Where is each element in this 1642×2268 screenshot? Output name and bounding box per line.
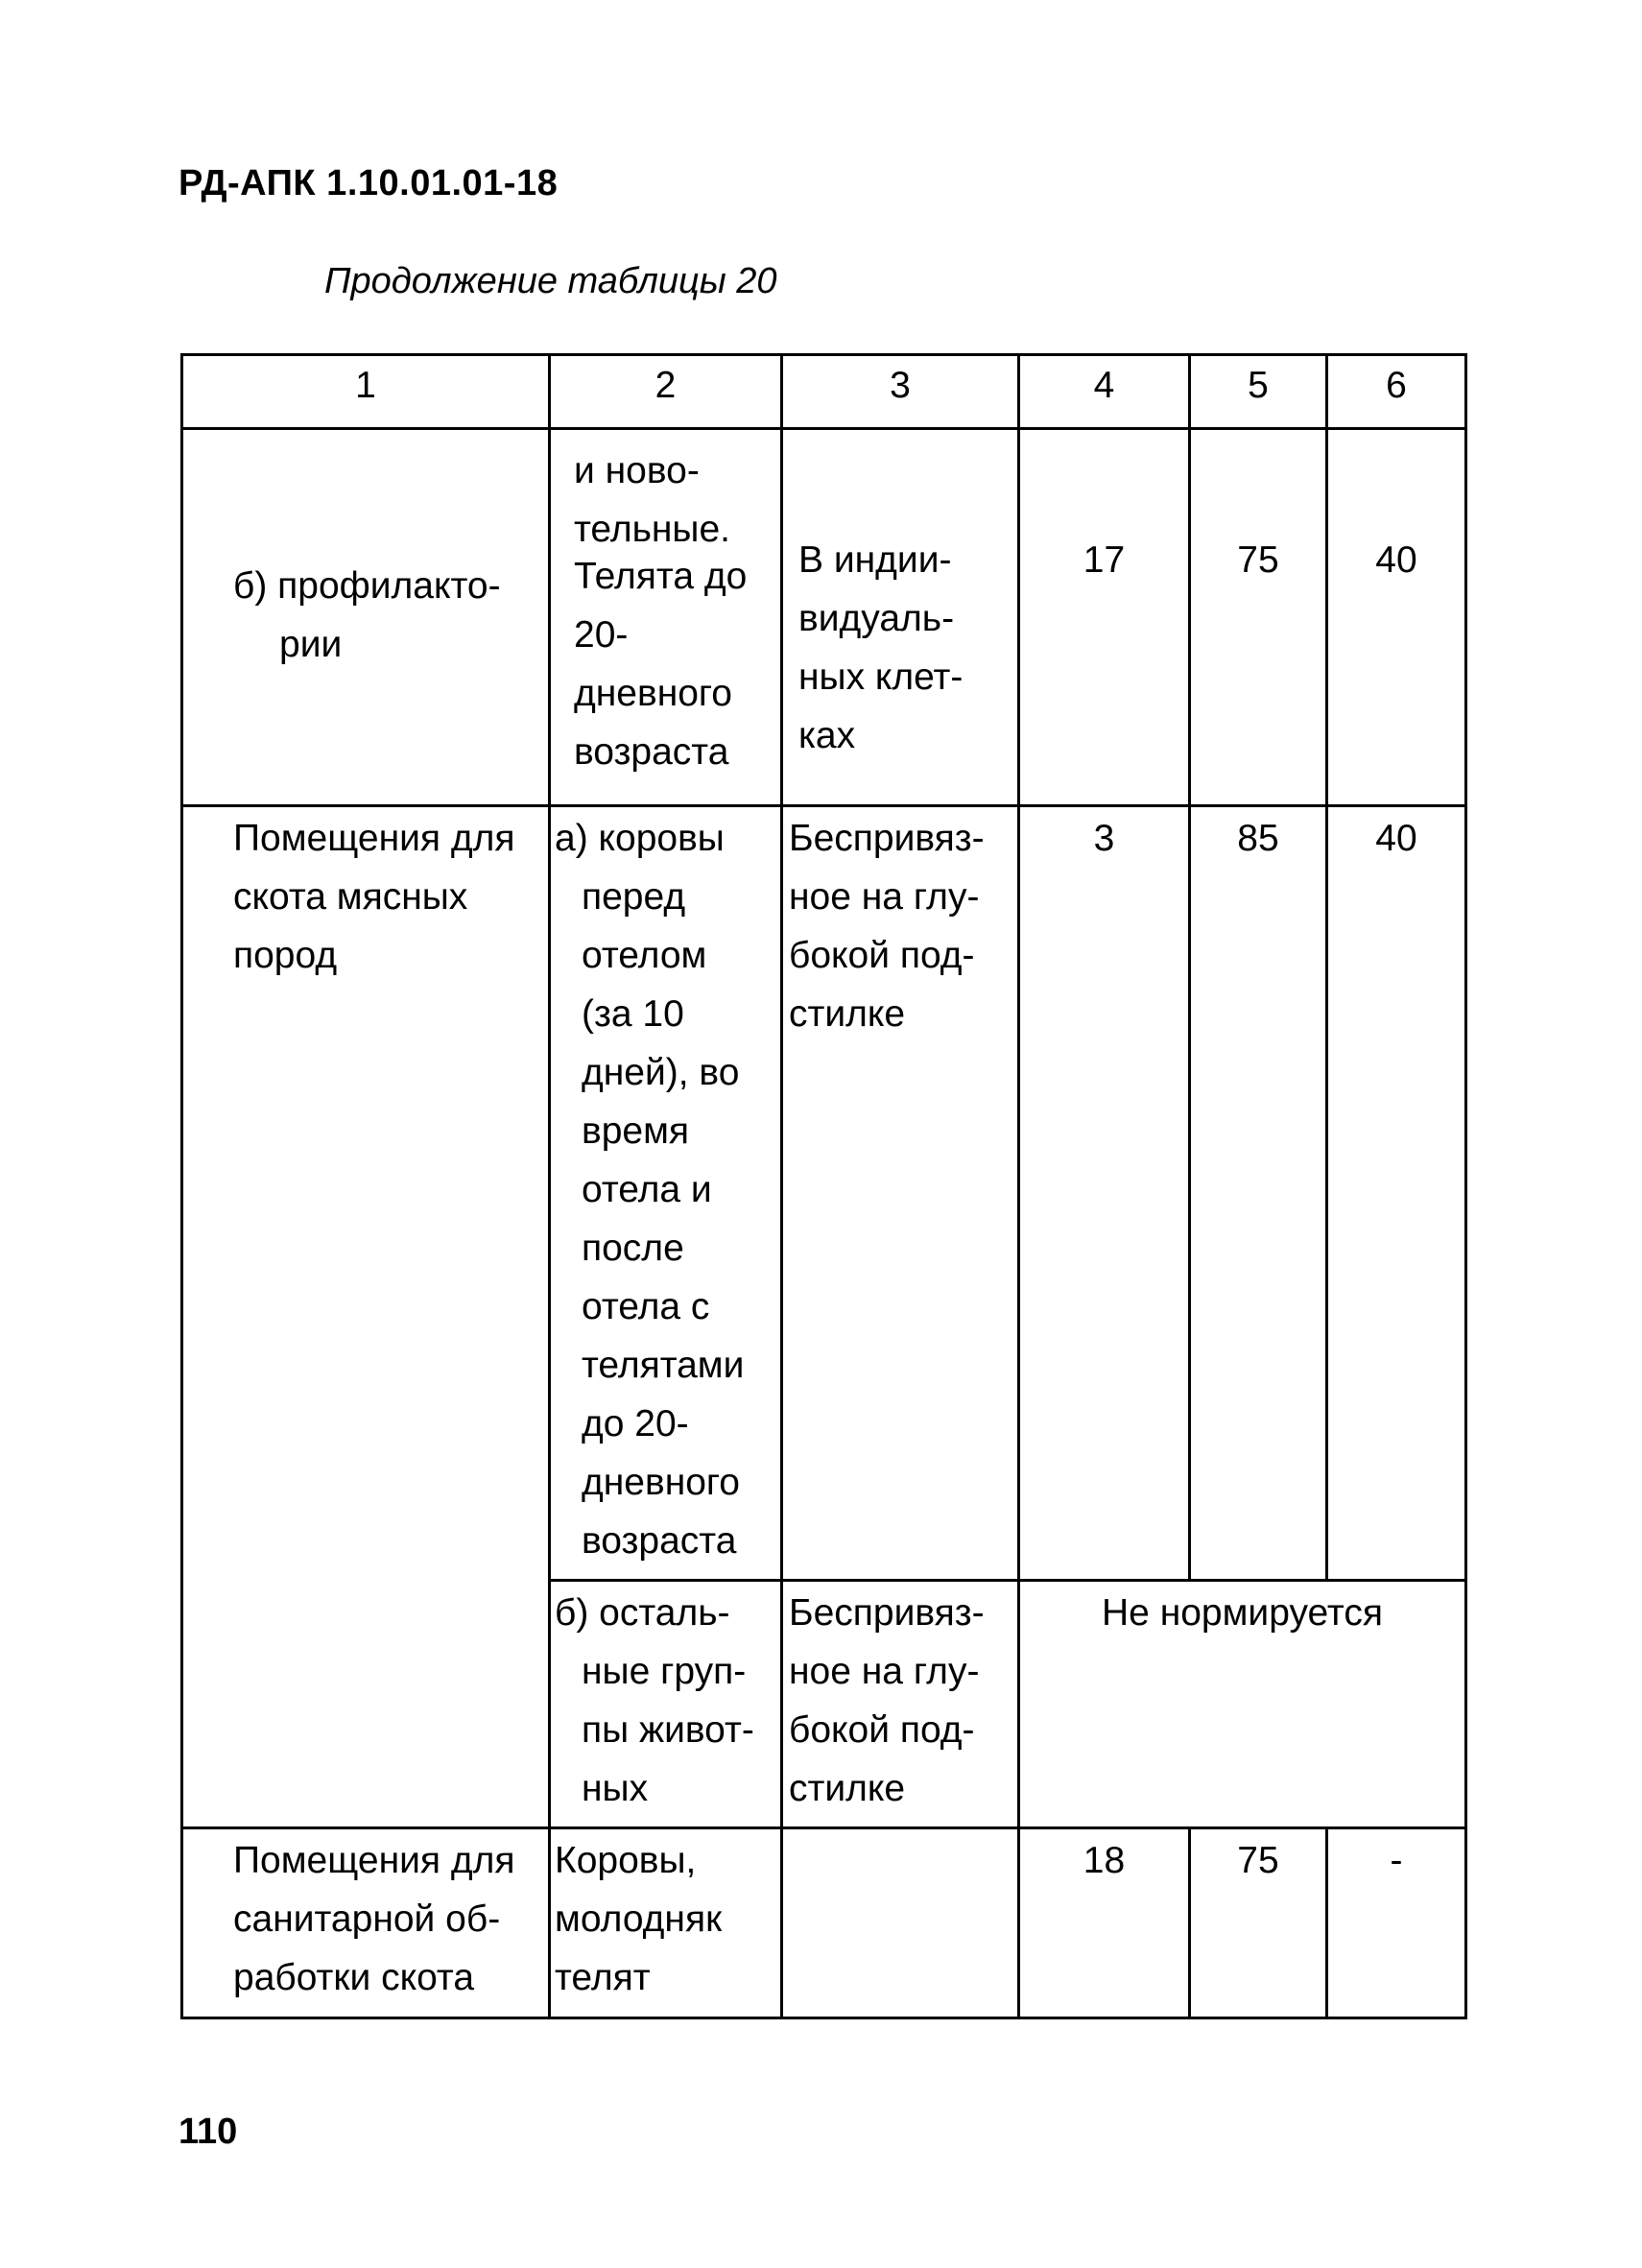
row2-col5-cell: 85 <box>1190 806 1327 1581</box>
row1-col6-cell: 40 <box>1327 429 1466 806</box>
row4-col2-line: Коровы, <box>555 1840 697 1881</box>
row4-col1-line: работки скота <box>233 1957 475 1998</box>
row2-col2-cell <box>550 806 782 1581</box>
row3-col2-line: ные груп- <box>582 1651 747 1692</box>
row2-col2-line: дневного <box>582 1462 740 1503</box>
row4-col1-line: санитарной об- <box>233 1898 501 1940</box>
table-row <box>182 429 1466 806</box>
document-code: РД-АПК 1.10.01.01-18 <box>178 163 559 203</box>
row3-col3-line: Беспривяз- <box>789 1592 985 1634</box>
row3-col3-line: стилке <box>789 1768 906 1809</box>
row1-col3-line: ных клет- <box>798 657 964 698</box>
row2-col2-line: после <box>582 1228 684 1269</box>
row2-col2-line: а) коровы <box>555 818 725 859</box>
row2-col4-cell: 3 <box>1019 806 1190 1581</box>
row2-col3-line: Беспривяз- <box>789 818 985 859</box>
table-row <box>182 1828 1466 2018</box>
column-number-3: 3 <box>782 355 1019 429</box>
row1-col2-line: возраста <box>574 731 729 773</box>
table-continuation-caption: Продолжение таблицы 20 <box>324 261 777 301</box>
row1-col2-prev-line: и ново- <box>574 450 700 491</box>
row3-col3-line: ное на глу- <box>789 1651 980 1692</box>
row2-col2-line: время <box>582 1110 690 1152</box>
row2-col2-line: перед <box>582 876 686 918</box>
row3-col2-line: б) осталь- <box>555 1592 730 1634</box>
row3-col2-cell <box>550 1581 782 1828</box>
row1-col2-prev-line: тельные. <box>574 509 730 550</box>
row1-col3-line: видуаль- <box>798 598 955 639</box>
column-number-4: 4 <box>1019 355 1190 429</box>
row2-col2-line: отелом <box>582 935 707 976</box>
row2-col2-line: отела и <box>582 1169 712 1210</box>
column-number-5: 5 <box>1190 355 1327 429</box>
row1-col4-cell: 17 <box>1019 429 1190 806</box>
row1-col2-cell <box>550 429 782 806</box>
row2-col2-line: (за 10 <box>582 993 684 1035</box>
row3-col2-line: ных <box>582 1768 649 1809</box>
row1-col1-cell <box>182 429 550 806</box>
row1-col3-line: ках <box>798 715 856 756</box>
row2-col2-line: телятами <box>582 1345 745 1386</box>
page-number: 110 <box>178 2112 238 2152</box>
row1-col5-cell: 75 <box>1190 429 1327 806</box>
row4-col3-cell <box>782 1828 1019 2018</box>
row4-col5-cell: 75 <box>1190 1828 1327 2018</box>
row2-col3-line: стилке <box>789 993 906 1035</box>
row2-col3-cell <box>782 806 1019 1581</box>
row2-col2-line: дней), во <box>582 1052 740 1093</box>
row1-col2-line: 20- <box>574 614 629 656</box>
row1-col2-line: дневного <box>574 673 732 714</box>
norms-table <box>180 353 1467 2019</box>
row4-col4-cell: 18 <box>1019 1828 1190 2018</box>
row1-col2-line: Телята до <box>574 556 748 597</box>
row2-col1-cell <box>182 806 550 1828</box>
row2-col3-line: ное на глу- <box>789 876 980 918</box>
row2-col3-line: бокой под- <box>789 935 975 976</box>
row2-col1-line: Помещения для <box>233 818 515 859</box>
row4-col1-line: Помещения для <box>233 1840 515 1881</box>
row2-col2-line: возраста <box>582 1520 737 1562</box>
row2-col2-line: до 20- <box>582 1403 689 1444</box>
row1-col3-line: В индии- <box>798 539 952 581</box>
row3-col2-line: пы живот- <box>582 1709 754 1751</box>
row3-col3-line: бокой под- <box>789 1709 975 1751</box>
row3-not-normed-cell: Не нормируется <box>1019 1581 1466 1828</box>
row2-col1-line: пород <box>233 935 338 976</box>
row1-col3-cell <box>782 429 1019 806</box>
row4-col2-line: телят <box>555 1957 651 1998</box>
column-number-row <box>182 355 1466 429</box>
row2-col1-line: скота мясных <box>233 876 468 918</box>
row4-col2-cell <box>550 1828 782 2018</box>
row4-col2-line: молодняк <box>555 1898 723 1940</box>
table-row <box>182 806 1466 1581</box>
row1-col1-line: б) профилакто- <box>233 565 501 607</box>
column-number-1: 1 <box>182 355 550 429</box>
row4-col6-cell: - <box>1327 1828 1466 2018</box>
row3-col3-cell <box>782 1581 1019 1828</box>
row2-col2-line: отела с <box>582 1286 710 1327</box>
row4-col1-cell <box>182 1828 550 2018</box>
row2-col6-cell: 40 <box>1327 806 1466 1581</box>
column-number-6: 6 <box>1327 355 1466 429</box>
row1-col1-line: рии <box>279 624 343 665</box>
column-number-2: 2 <box>550 355 782 429</box>
